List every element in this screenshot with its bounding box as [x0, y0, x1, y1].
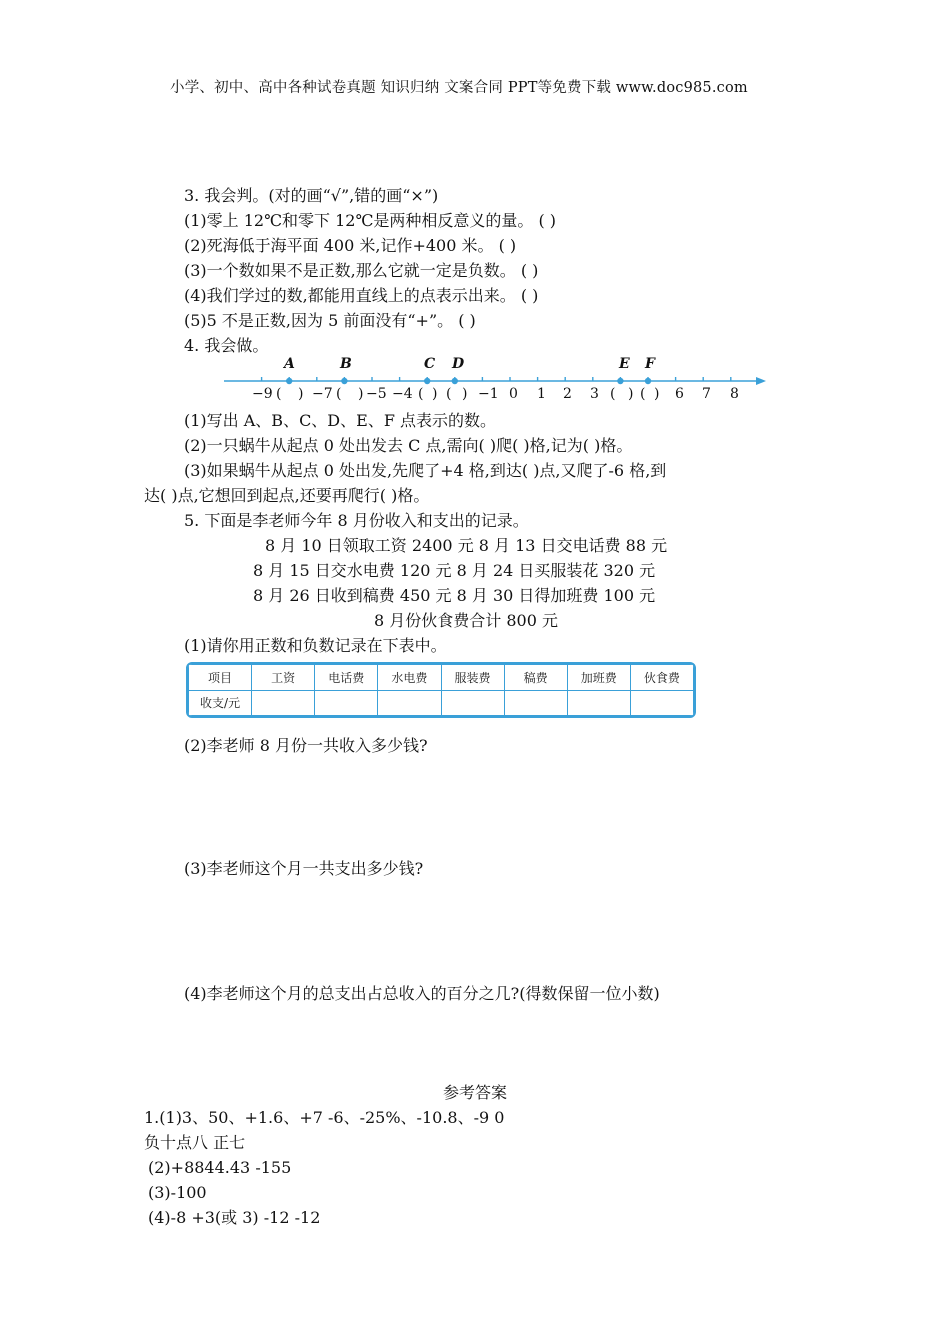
tick-label: (	[336, 386, 342, 402]
point-dot	[452, 378, 458, 384]
table-cell-blank[interactable]	[504, 690, 567, 716]
table-header-row	[189, 665, 694, 691]
q5-record-1: 8 月 10 日领取工资 2400 元 8 月 13 日交电话费 88 元	[265, 536, 668, 555]
tick-label: (	[610, 386, 616, 402]
q3-item-5: (5)5 不是正数,因为 5 前面没有“+”。 ( )	[184, 311, 476, 330]
point-label-a: A	[284, 356, 295, 372]
table-header-cell: 项目	[189, 665, 252, 691]
answer-line: (3)-100	[148, 1183, 207, 1202]
point-label-f: F	[645, 356, 655, 372]
tick-label: )	[462, 386, 468, 402]
tick-label: )	[298, 386, 304, 402]
tick-label: −9	[252, 386, 273, 402]
point-label-d: D	[452, 356, 465, 372]
tick-label: −4	[392, 386, 413, 402]
answer-line: 1.(1)3、50、+1.6、+7 -6、-25%、-10.8、-9 0	[144, 1108, 505, 1127]
point-dot	[341, 378, 347, 384]
tick-label: 7	[702, 386, 711, 402]
tick-label: (	[446, 386, 452, 402]
page-header: 小学、初中、高中各种试卷真题 知识归纳 文案合同 PPT等免费下载 www.doc985.com	[170, 80, 748, 96]
table-row-label: 收支/元	[189, 690, 252, 716]
q4-title: 4. 我会做。	[184, 336, 269, 355]
table-header-cell: 加班费	[567, 665, 630, 691]
q3-title: 3. 我会判。(对的画“√”,错的画“×”)	[184, 186, 439, 205]
q3-item-2: (2)死海低于海平面 400 米,记作+400 米。 ( )	[184, 236, 517, 255]
point-label-b: B	[340, 356, 352, 372]
point-dot	[286, 378, 292, 384]
tick-label: )	[628, 386, 634, 402]
table-row	[189, 690, 694, 716]
table-cell-blank[interactable]	[378, 690, 441, 716]
tick-label: 6	[675, 386, 684, 402]
tick-label: 2	[563, 386, 572, 402]
q5-sub1: (1)请你用正数和负数记录在下表中。	[184, 636, 447, 655]
table-cell-blank[interactable]	[630, 690, 693, 716]
answer-line: 负十点八 正七	[144, 1133, 246, 1152]
tick-label: )	[358, 386, 364, 402]
tick-label: −1	[478, 386, 499, 402]
table-header-cell: 伙食费	[630, 665, 693, 691]
table-cell-blank[interactable]	[315, 690, 378, 716]
q5-title: 5. 下面是李老师今年 8 月份收入和支出的记录。	[184, 511, 529, 530]
tick-label: (	[640, 386, 646, 402]
table-cell-blank[interactable]	[567, 690, 630, 716]
tick-label: 8	[730, 386, 739, 402]
point-dot	[424, 378, 430, 384]
q4-item-1: (1)写出 A、B、C、D、E、F 点表示的数。	[184, 411, 497, 430]
table-header-cell: 电话费	[315, 665, 378, 691]
tick-label: )	[654, 386, 660, 402]
table-header-cell: 服装费	[441, 665, 504, 691]
q4-item-3-cont: 达( )点,它想回到起点,还要再爬行( )格。	[144, 486, 430, 505]
tick-label: 3	[590, 386, 599, 402]
q3-item-4: (4)我们学过的数,都能用直线上的点表示出来。 ( )	[184, 286, 539, 305]
tick-label: (	[276, 386, 282, 402]
q5-sub4: (4)李老师这个月的总支出占总收入的百分之几?(得数保留一位小数)	[184, 984, 660, 1003]
tick-label: −7	[312, 386, 333, 402]
table-header-cell: 稿费	[504, 665, 567, 691]
table-cell-blank[interactable]	[252, 690, 315, 716]
q4-item-3: (3)如果蜗牛从起点 0 处出发,先爬了+4 格,到达( )点,又爬了-6 格,到	[184, 461, 667, 480]
point-label-c: C	[424, 356, 436, 372]
answer-line: (2)+8844.43 -155	[148, 1158, 292, 1177]
table-header-cell: 水电费	[378, 665, 441, 691]
q3-item-1: (1)零上 12℃和零下 12℃是两种相反意义的量。 ( )	[184, 211, 557, 230]
table-header-cell: 工资	[252, 665, 315, 691]
q5-sub3: (3)李老师这个月一共支出多少钱?	[184, 859, 424, 878]
q5-record-2: 8 月 15 日交水电费 120 元 8 月 24 日买服装花 320 元	[253, 561, 656, 580]
tick-label: )	[432, 386, 438, 402]
tick-label: (	[418, 386, 424, 402]
q4-item-2: (2)一只蜗牛从起点 0 处出发去 C 点,需向( )爬( )格,记为( )格。	[184, 436, 633, 455]
q5-sub2: (2)李老师 8 月份一共收入多少钱?	[184, 736, 428, 755]
tick-label: 1	[537, 386, 546, 402]
q3-item-3: (3)一个数如果不是正数,那么它就一定是负数。 ( )	[184, 261, 539, 280]
q5-record-3: 8 月 26 日收到稿费 450 元 8 月 30 日得加班费 100 元	[253, 586, 656, 605]
q5-record-4: 8 月份伙食费合计 800 元	[374, 611, 558, 630]
answers-title: 参考答案	[442, 1083, 507, 1102]
tick-label: −5	[366, 386, 387, 402]
point-dot	[617, 378, 623, 384]
answer-line: (4)-8 +3(或 3) -12 -12	[148, 1208, 321, 1227]
record-table	[186, 662, 696, 718]
point-dot	[645, 378, 651, 384]
number-line-axis	[220, 352, 780, 408]
table-cell-blank[interactable]	[441, 690, 504, 716]
number-line	[220, 352, 780, 408]
tick-label: 0	[509, 386, 518, 402]
point-label-e: E	[619, 356, 630, 372]
